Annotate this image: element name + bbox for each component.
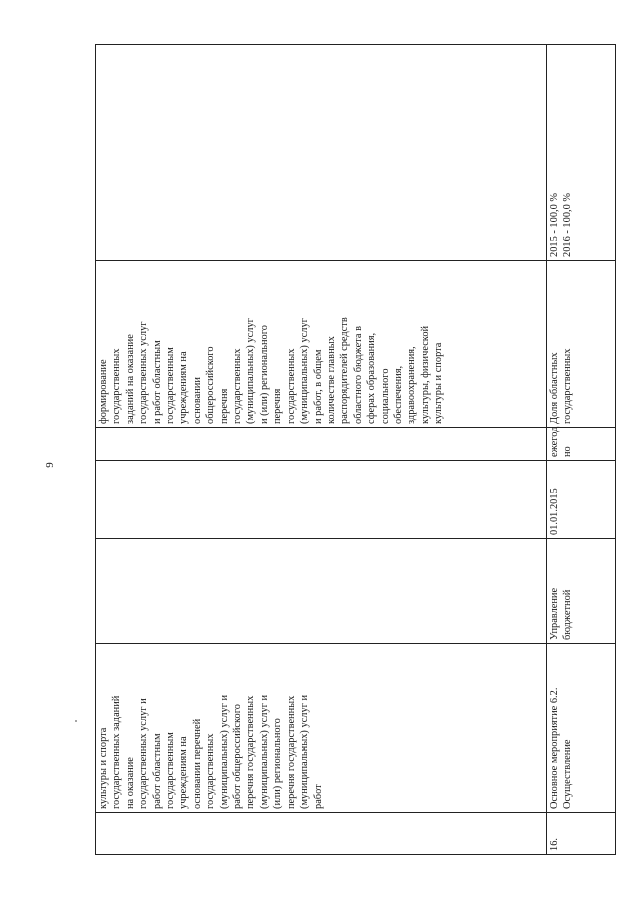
table-row: [96, 45, 547, 855]
cell-number: [96, 813, 547, 855]
page-number: 9: [43, 462, 56, 468]
cell-period: ежегод но: [547, 428, 616, 461]
table-row: [547, 45, 616, 855]
cell-indicator: Доля областных государственных: [547, 261, 616, 428]
scan-speck: [75, 720, 77, 722]
cell-indicator: формирование государственных заданий на оказание государственных услуг и работ областным государственным учреждениям на основании общероссийского перечня государственных (муниципальных) услуг и (или) регионального перечня государственных (муниципальных) услуг и работ, в общем количестве главных распорядителей средств областного бюджета в сферах образования, социального обеспечения, здравоохранения, культуры, физической культуры и спорта: [96, 261, 547, 428]
cell-executor: Управление бюджетной: [547, 539, 616, 644]
cell-values: [96, 45, 547, 261]
cell-activity: Основное мероприятие 6.2. Осуществление: [547, 644, 616, 813]
cell-period: [96, 428, 547, 461]
cell-start-date: 01.01.2015: [547, 461, 616, 539]
cell-start-date: [96, 461, 547, 539]
cell-values: 2015 - 100,0 % 2016 - 100,0 %: [547, 45, 616, 261]
program-activities-table: [95, 44, 616, 855]
rotated-table-wrapper: [95, 45, 615, 855]
cell-activity: культуры и спорта государственных заданий на оказание государственных услуг и работ областным государственным учреждениям на основании перечней государственных (муниципальных) услуг и работ общероссийского перечня государственных (муниципальных) услуг и (или) регионального перечня государственных (муниципальных) услуг и работ: [96, 644, 547, 813]
cell-executor: [96, 539, 547, 644]
cell-number: 16.: [547, 813, 616, 855]
